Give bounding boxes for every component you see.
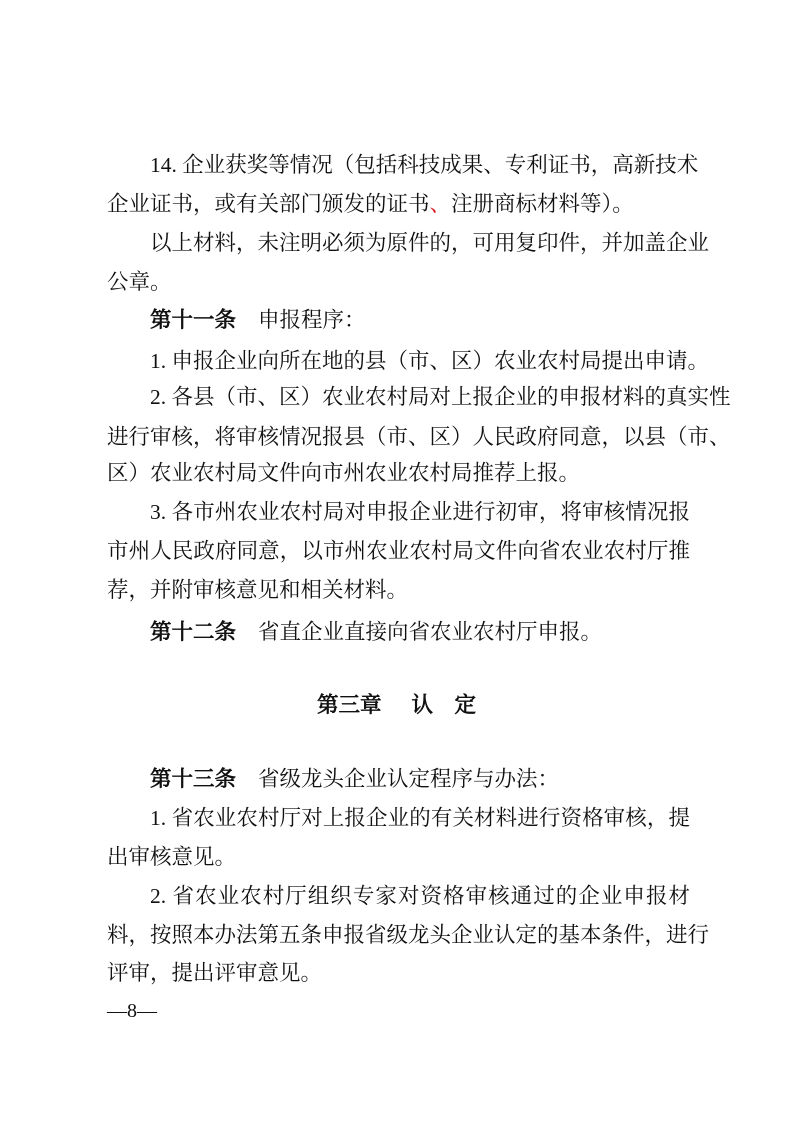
red-mark: 、 (429, 192, 452, 216)
article-13-p2-l3: 评审，提出评审意见。 (107, 961, 323, 985)
article-11-p2-l1: 2. 各县（市、区）农业农村局对上报企业的申报材料的真实性 (150, 385, 731, 409)
note-line2: 公章。 (107, 270, 172, 294)
item-14-line2 (107, 185, 690, 224)
article-11-heading (150, 301, 690, 340)
article-13-p1-l1: 1. 省农业农村厅对上报企业的有关材料进行资格审核，提 (150, 806, 690, 830)
article-11-p3-l3: 荐，并附审核意见和相关材料。 (107, 578, 409, 602)
article-11-p1: 1. 申报企业向所在地的县（市、区）农业农村局提出申请。 (150, 349, 710, 373)
chapter-name: 认 定 (411, 693, 477, 717)
article-13-p1-l2: 出审核意见。 (107, 845, 237, 869)
article-11-p3-l2: 市州人民政府同意，以市州农业农村局文件向省农业农村厅推 (107, 539, 690, 563)
chapter-label: 第三章 (316, 693, 382, 717)
article-13-p2-l1: 2. 省农业农村厅组织专家对资格审核通过的企业申报材 (150, 884, 690, 908)
article-13-number: 第十三条 (150, 767, 237, 791)
article-13-heading (150, 760, 690, 799)
item-14-text-a: 企业证书，或有关部门颁发的证书 (107, 192, 430, 216)
article-12 (150, 613, 690, 652)
item-14-line1: 14. 企业获奖等情况（包括科技成果、专利证书，高新技术 (150, 153, 699, 177)
article-11-p2-l2: 进行审核，将审核情况报县（市、区）人民政府同意，以县（市、 (107, 425, 731, 449)
page-number: —8— (107, 1000, 157, 1022)
article-11-number: 第十一条 (150, 308, 237, 332)
article-12-number: 第十二条 (150, 620, 237, 644)
article-11-title: 申报程序： (258, 308, 366, 332)
article-12-text: 省直企业直接向省农业农村厅申报。 (258, 620, 603, 644)
article-11-p2-l3: 区）农业农村局文件向市州农业农村局推荐上报。 (107, 461, 581, 485)
article-13-title: 省级龙头企业认定程序与办法： (258, 767, 560, 791)
chapter-title (0, 686, 793, 725)
article-13-p2-l2: 料，按照本办法第五条申报省级龙头企业认定的基本条件，进行 (107, 923, 710, 947)
item-14-text-b: 注册商标材料等）。 (451, 192, 634, 216)
note-line1: 以上材料，未注明必须为原件的，可用复印件，并加盖企业 (150, 231, 710, 255)
article-11-p3-l1: 3. 各市州农业农村局对申报企业进行初审，将审核情况报 (150, 500, 690, 524)
